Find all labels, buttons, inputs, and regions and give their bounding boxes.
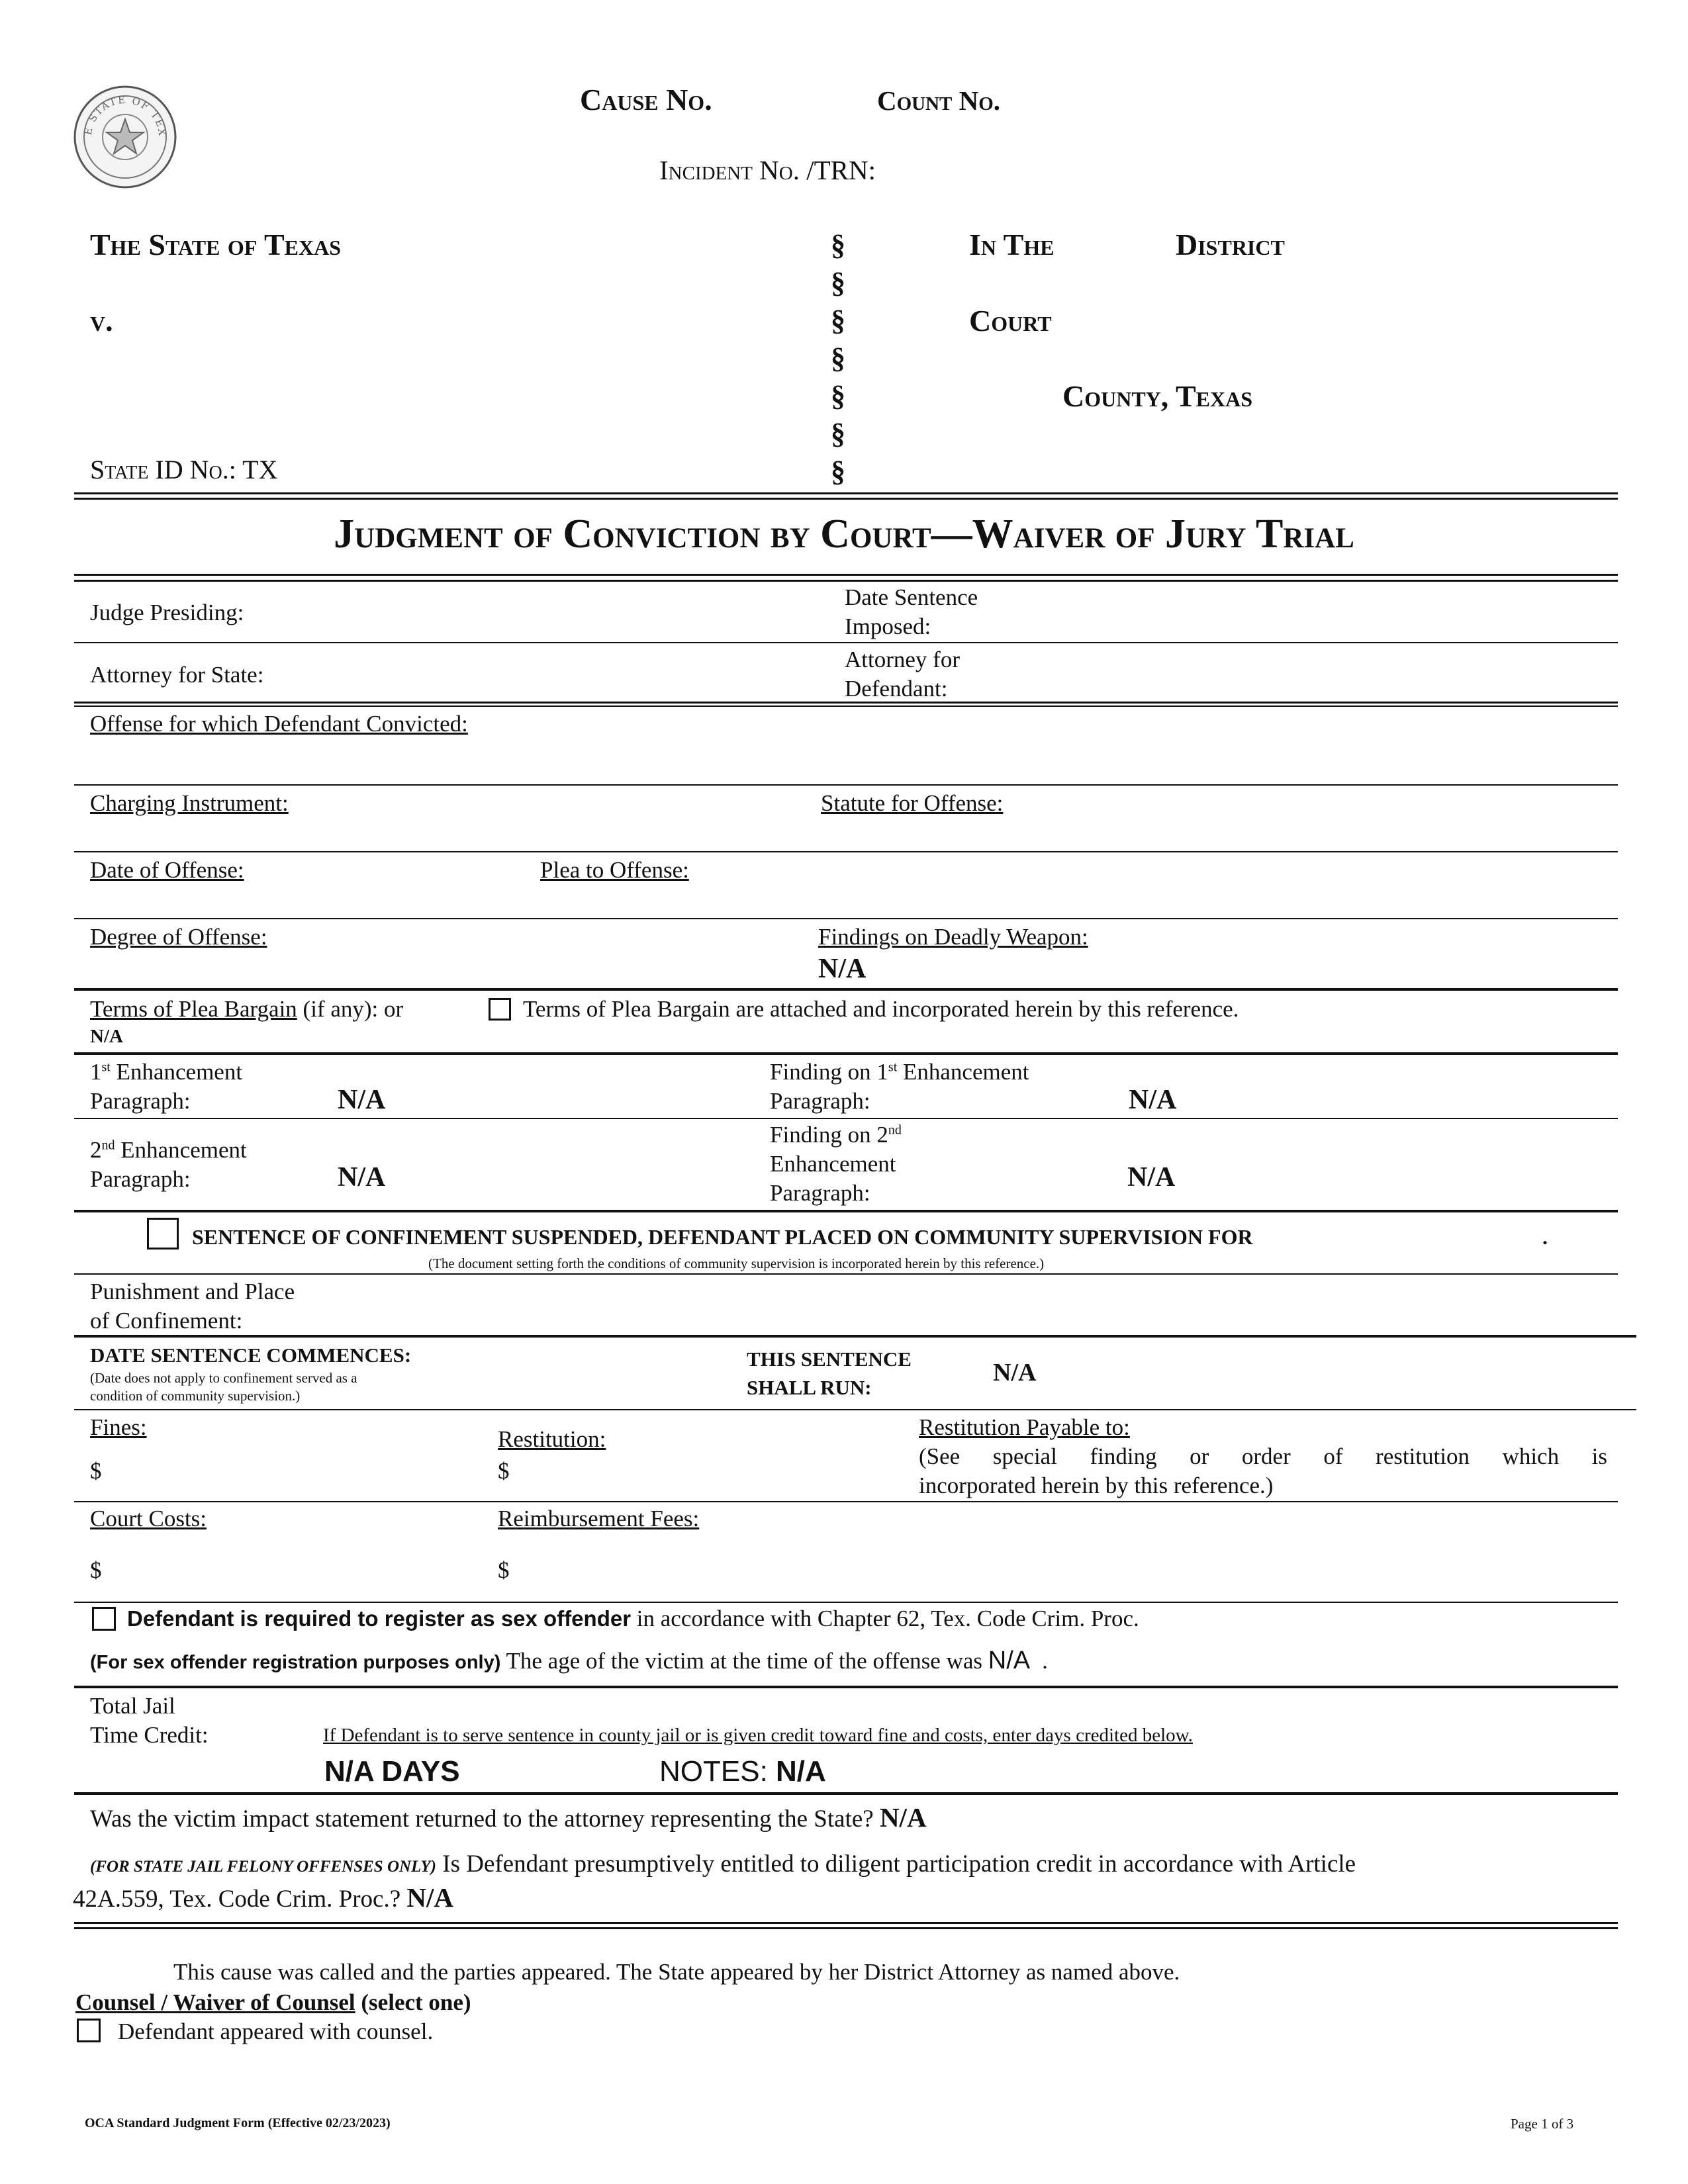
- sex-offender-row: [127, 1606, 1139, 1632]
- cause-no-label: Cause No.: [580, 83, 712, 116]
- sex-age-value: N/A: [988, 1647, 1031, 1674]
- enh1-paragraph: Paragraph:: [90, 1088, 191, 1114]
- state-jail-italic: (FOR STATE JAIL FELONY OFFENSES ONLY): [90, 1858, 436, 1876]
- sex-offender-rest: in accordance with Chapter 62, Tex. Code Crim. Proc.: [631, 1606, 1139, 1631]
- date-sentence-imposed-label-2: Imposed:: [845, 614, 931, 639]
- restitution-dollar: $: [498, 1458, 510, 1484]
- finding-enh1-paragraph: Paragraph:: [770, 1088, 870, 1114]
- section-mark: §: [831, 304, 845, 337]
- with-counsel-checkbox[interactable]: [77, 2019, 101, 2042]
- sex-age-row: [90, 1647, 1048, 1675]
- enh1-label: [90, 1059, 242, 1085]
- sex-age-end: .: [1042, 1648, 1048, 1674]
- statute-label: Statute for Offense:: [821, 790, 1004, 816]
- offense-label: Offense for which Defendant Convicted:: [90, 711, 468, 737]
- reimbursement-dollar: $: [498, 1557, 510, 1583]
- date-offense-label: Date of Offense:: [90, 857, 244, 883]
- finding-enh2-value: N/A: [1127, 1162, 1176, 1193]
- sex-age-rest: The age of the victim at the time of the offense was: [500, 1648, 988, 1674]
- community-supervision-note: (The document setting forth the conditions of community supervision is incorporated herein by this reference.): [428, 1255, 1045, 1271]
- finding-enh2-sup: nd: [888, 1122, 902, 1138]
- enh1-value: N/A: [338, 1085, 386, 1115]
- caption-state: The State of Texas: [90, 228, 342, 261]
- shall-run-label: THIS SENTENCE: [747, 1347, 912, 1371]
- counsel-heading: Counsel / Waiver of Counsel: [75, 1989, 355, 2015]
- community-supervision-period: .: [1542, 1225, 1548, 1249]
- fines-dollar: $: [90, 1458, 102, 1484]
- caption-district: District: [1176, 228, 1285, 261]
- caption-in-the: In The: [969, 228, 1055, 261]
- punishment-label: Punishment and Place: [90, 1279, 295, 1304]
- attorney-defendant-label: Attorney for: [845, 647, 960, 672]
- sex-offender-bold: Defendant is required to register as sex offender: [127, 1606, 632, 1631]
- enh1-word: Enhancement: [116, 1059, 243, 1085]
- enh1-sup: st: [101, 1060, 111, 1075]
- restitution-note-2: incorporated herein by this reference.): [919, 1473, 1274, 1498]
- plea-bargain-value: N/A: [90, 1026, 123, 1047]
- counsel-heading-row: [75, 1989, 471, 2016]
- victim-impact-row: [90, 1801, 927, 1833]
- section-mark: §: [831, 380, 845, 412]
- state-jail-rest: Is Defendant presumptively entitled to diligent participation credit in accordance with Article: [436, 1850, 1356, 1878]
- enh1-ordinal: 1: [90, 1059, 102, 1085]
- called-paragraph: This cause was called and the parties appeared. The State appeared by her District Attorney as named above.: [173, 1959, 1180, 1985]
- jail-credit-note: If Defendant is to serve sentence in county jail or is given credit toward fine and costs, enter days credited below.: [323, 1725, 1193, 1746]
- enh2-sup: nd: [101, 1138, 115, 1153]
- finding-enh1-text: Finding on 1: [770, 1059, 888, 1085]
- shall-run-value: N/A: [993, 1359, 1037, 1387]
- incident-no-label: Incident No. /TRN:: [659, 155, 876, 185]
- restitution-payable-label: Restitution Payable to:: [919, 1414, 1130, 1440]
- enh2-label: [90, 1137, 247, 1163]
- counsel-select: (select one): [355, 1989, 471, 2015]
- section-mark: §: [831, 229, 845, 261]
- fines-label: Fines:: [90, 1414, 147, 1440]
- enh2-word: Enhancement: [120, 1137, 247, 1163]
- jail-credit-label: Total Jail: [90, 1693, 175, 1719]
- with-counsel-label: Defendant appeared with counsel.: [118, 2019, 434, 2044]
- court-costs-dollar: $: [90, 1557, 102, 1583]
- finding-enh1-word: Enhancement: [897, 1059, 1029, 1085]
- plea-bargain-row: [90, 996, 403, 1023]
- restitution-label: Restitution:: [498, 1426, 606, 1452]
- enh2-value: N/A: [338, 1162, 386, 1193]
- notes-value: N/A: [776, 1755, 826, 1788]
- seal-text: E STATE OF TEX: [81, 93, 169, 138]
- date-commences-note-2: condition of community supervision.): [90, 1388, 301, 1404]
- punishment-label-2: of Confinement:: [90, 1308, 243, 1334]
- victim-impact-text: Was the victim impact statement returned to the attorney representing the State?: [90, 1805, 874, 1833]
- judge-presiding-label: Judge Presiding:: [90, 600, 244, 625]
- enh2-ordinal: 2: [90, 1137, 102, 1163]
- notes-label: NOTES:: [659, 1755, 768, 1788]
- date-commences-label: DATE SENTENCE COMMENCES:: [90, 1343, 412, 1367]
- charging-instrument-label: Charging Instrument:: [90, 790, 289, 816]
- caption-versus: v.: [90, 304, 113, 338]
- finding-enh2-paragraph: Paragraph:: [770, 1180, 870, 1206]
- state-jail-row: [90, 1850, 1356, 1878]
- attorney-state-label: Attorney for State:: [90, 662, 264, 688]
- section-mark: §: [831, 455, 845, 488]
- jail-credit-days: N/A DAYS: [324, 1755, 460, 1788]
- finding-enh1-value: N/A: [1129, 1085, 1177, 1115]
- notes-row: [659, 1755, 826, 1788]
- section-mark: §: [831, 267, 845, 299]
- section-mark: §: [831, 342, 845, 375]
- plea-bargain-checkbox[interactable]: [489, 998, 511, 1021]
- finding-enh2-label: [770, 1122, 902, 1148]
- caption-court: Court: [969, 304, 1052, 338]
- section-mark: §: [831, 418, 845, 450]
- date-commences-note: (Date does not apply to confinement served as a: [90, 1370, 357, 1386]
- state-jail-value: N/A: [406, 1882, 454, 1913]
- plea-label: Plea to Offense:: [540, 857, 689, 883]
- sex-offender-checkbox[interactable]: [92, 1607, 116, 1631]
- plea-bargain-label: Terms of Plea Bargain: [90, 996, 297, 1022]
- state-id-label: State ID No.: TX: [90, 455, 278, 484]
- state-seal: [73, 85, 177, 189]
- footer-page: Page 1 of 3: [1511, 2116, 1574, 2132]
- reimbursement-label: Reimbursement Fees:: [498, 1506, 700, 1531]
- deadly-weapon-label: Findings on Deadly Weapon:: [818, 924, 1088, 950]
- sex-age-bold: (For sex offender registration purposes only): [90, 1652, 501, 1673]
- state-jail-row-2: [73, 1882, 453, 1913]
- community-supervision-text: SENTENCE OF CONFINEMENT SUSPENDED, DEFENDANT PLACED ON COMMUNITY SUPERVISION FOR: [192, 1225, 1253, 1249]
- restitution-note: (See special finding or order of restitution which is: [919, 1443, 1607, 1469]
- finding-enh2-enhancement: Enhancement: [770, 1151, 896, 1177]
- judgment-title: Judgment of Conviction by Court—Waiver of Jury Trial: [334, 512, 1354, 557]
- date-sentence-imposed-label: Date Sentence: [845, 584, 978, 610]
- count-no-label: Count No.: [877, 85, 1001, 116]
- degree-label: Degree of Offense:: [90, 924, 267, 950]
- plea-bargain-attached: Terms of Plea Bargain are attached and incorporated herein by this reference.: [523, 996, 1239, 1022]
- finding-enh1-sup: st: [888, 1060, 898, 1075]
- state-jail-line2: 42A.559, Tex. Code Crim. Proc.?: [73, 1886, 401, 1913]
- victim-impact-value: N/A: [879, 1802, 927, 1833]
- community-supervision-checkbox[interactable]: [147, 1218, 179, 1250]
- finding-enh2-text: Finding on 2: [770, 1122, 888, 1148]
- enh2-paragraph: Paragraph:: [90, 1166, 191, 1192]
- footer-form-name: OCA Standard Judgment Form (Effective 02/23/2023): [85, 2116, 391, 2130]
- attorney-defendant-label-2: Defendant:: [845, 676, 948, 702]
- jail-credit-label-2: Time Credit:: [90, 1722, 209, 1748]
- caption-county-texas: County, Texas: [1062, 379, 1252, 413]
- plea-bargain-ifany: (if any): or: [297, 996, 404, 1022]
- shall-run-label-2: SHALL RUN:: [747, 1376, 872, 1399]
- deadly-weapon-value: N/A: [818, 954, 867, 984]
- finding-enh1-label: [770, 1059, 1029, 1085]
- court-costs-label: Court Costs:: [90, 1506, 207, 1531]
